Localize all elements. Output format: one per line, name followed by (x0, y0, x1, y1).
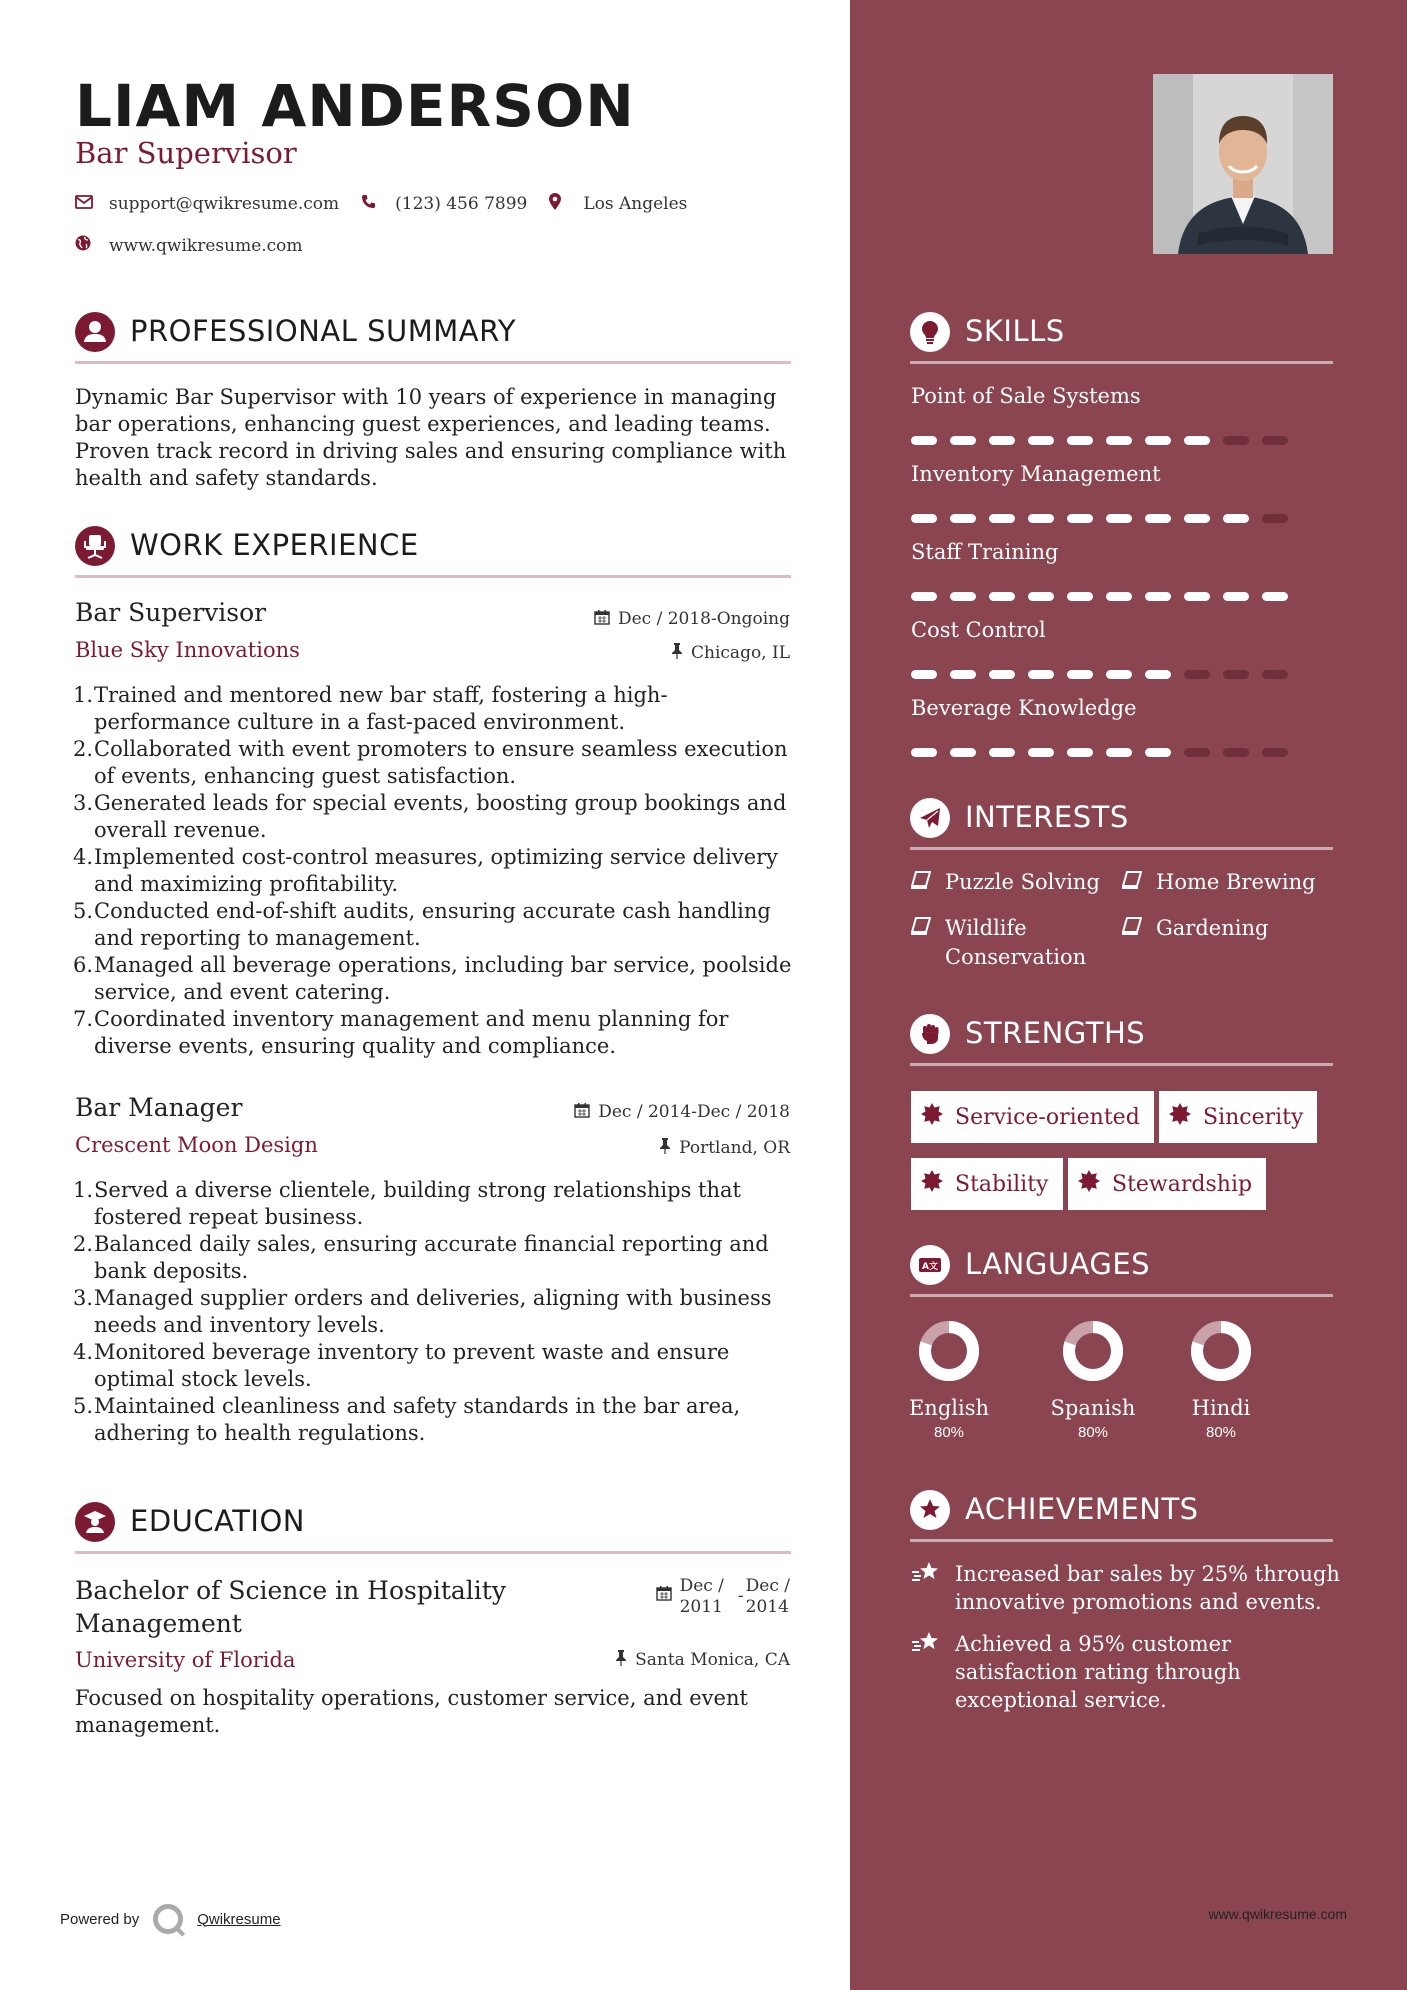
education-heading: EDUCATION (130, 1504, 306, 1538)
skill-dash (1145, 670, 1171, 679)
language-card-icon (910, 1245, 950, 1285)
shooting-star-icon (911, 1560, 941, 1616)
graduate-icon (75, 1502, 115, 1542)
skill-dash (1106, 748, 1132, 757)
achievements-heading: ACHIEVEMENTS (965, 1492, 1199, 1526)
shooting-star-icon (911, 1630, 941, 1714)
languages-section-header (910, 1241, 1333, 1297)
interest-item (911, 914, 1111, 972)
skill-name: Beverage Knowledge (911, 696, 1137, 720)
skill-name: Cost Control (911, 618, 1046, 642)
skill-dash (989, 748, 1015, 757)
strength-badge (911, 1158, 1063, 1210)
interest-label: Gardening (1156, 916, 1269, 940)
job-dates-text: Dec / 2018-Ongoing (617, 609, 790, 629)
job-company: Crescent Moon Design (75, 1133, 318, 1157)
job-dates (594, 609, 790, 629)
end-month: Dec / (745, 1576, 790, 1596)
skill-dash (1106, 670, 1132, 679)
languages-heading: LANGUAGES (965, 1247, 1151, 1281)
job-company: Blue Sky Innovations (75, 638, 300, 662)
pushpin-icon (615, 1650, 627, 1670)
skill-dash (1067, 436, 1093, 445)
location-text: Los Angeles (583, 194, 688, 214)
profile-photo (1153, 74, 1333, 254)
sidebar (850, 0, 1407, 1990)
skill-dash (989, 592, 1015, 601)
globe-icon (75, 235, 93, 256)
lightbulb-icon (910, 312, 950, 352)
skill-dash (1106, 592, 1132, 601)
pushpin-icon (659, 1138, 671, 1158)
list-item: Implemented cost-control measures, optimizing service delivery and maximizing profitability. (94, 845, 779, 896)
skill-dash (911, 436, 937, 445)
skill-dash (1184, 592, 1210, 601)
qwikresume-link[interactable]: Qwikresume (197, 1910, 281, 1928)
skill-dash (1223, 592, 1249, 601)
language-name: Hindi (1191, 1396, 1251, 1420)
skill-dash (1145, 592, 1171, 601)
strength-label: Stewardship (1112, 1171, 1253, 1197)
list-item: Trained and mentored new bar staff, fostering a high-performance culture in a fast-paced environment. (94, 683, 668, 734)
skill-dash (1028, 514, 1054, 523)
skill-dash (911, 670, 937, 679)
pushpin-icon (671, 643, 683, 663)
job-title: Bar Supervisor (75, 598, 267, 627)
interest-label: Home Brewing (1156, 870, 1316, 894)
skill-dash (1184, 436, 1210, 445)
list-item: Balanced daily sales, ensuring accurate financial reporting and bank deposits. (94, 1232, 769, 1283)
language-progress-ring (1190, 1320, 1252, 1382)
list-item: Managed supplier orders and deliveries, aligning with business needs and inventory levels. (94, 1286, 772, 1337)
skill-dash (1223, 670, 1249, 679)
strength-badge (1159, 1091, 1317, 1143)
education-dates: Dec / 2011 - Dec / 2014 (656, 1576, 790, 1618)
strength-label: Service-oriented (955, 1104, 1140, 1130)
achievements-section-header (910, 1486, 1333, 1542)
location-item (549, 193, 687, 215)
email-item[interactable] (75, 194, 339, 214)
skills-heading: SKILLS (965, 314, 1065, 348)
skill-dash (1262, 592, 1288, 601)
skill-dash (1223, 748, 1249, 757)
job-dates (574, 1102, 790, 1122)
starburst-icon (921, 1170, 943, 1198)
skill-dash (950, 670, 976, 679)
job-location-text: Chicago, IL (691, 643, 790, 663)
achievement-item (911, 1560, 1351, 1616)
skill-dash (1106, 514, 1132, 523)
starburst-icon (1169, 1103, 1191, 1131)
interest-item (911, 868, 1100, 897)
skill-dash (1067, 592, 1093, 601)
skill-dash (911, 748, 937, 757)
interest-label: Puzzle Solving (945, 870, 1100, 894)
powered-by (60, 1904, 281, 1934)
education-description: Focused on hospitality operations, customer service, and event management. (75, 1686, 748, 1737)
skill-dash (1028, 436, 1054, 445)
strength-label: Stability (955, 1171, 1049, 1197)
skill-dash (950, 514, 976, 523)
job-duties-list (75, 1177, 795, 1447)
strength-label: Sincerity (1203, 1104, 1304, 1130)
education-start (680, 1576, 724, 1618)
summary-section-header (75, 308, 791, 364)
job-dates-text: Dec / 2014-Dec / 2018 (598, 1102, 790, 1122)
star-badge-icon (910, 1490, 950, 1530)
language-item (1043, 1320, 1143, 1441)
job-location (659, 1138, 790, 1158)
experience-heading: WORK EXPERIENCE (130, 528, 419, 562)
list-item: Collaborated with event promoters to ensure seamless execution of events, enhancing guest satisfaction. (94, 737, 788, 788)
achievement-item (911, 1630, 1351, 1714)
education-location (615, 1650, 790, 1670)
user-icon (75, 312, 115, 352)
skill-dash (989, 436, 1015, 445)
phone-item[interactable] (361, 194, 527, 214)
education-end (746, 1576, 790, 1618)
language-percent: 80% (1205, 1424, 1237, 1441)
skill-dash (950, 592, 976, 601)
language-percent: 80% (933, 1424, 965, 1441)
footer-url[interactable]: www.qwikresume.com (1208, 1906, 1347, 1922)
skill-dash (1223, 514, 1249, 523)
job-location-text: Portland, OR (679, 1138, 790, 1158)
skill-dash (911, 592, 937, 601)
list-item: Conducted end-of-shift audits, ensuring accurate cash handling and reporting to management. (94, 899, 771, 950)
education-location-text: Santa Monica, CA (635, 1650, 790, 1670)
skills-section-header (910, 308, 1333, 364)
skill-name: Staff Training (911, 540, 1059, 564)
skill-dash (1145, 436, 1171, 445)
website-text: www.qwikresume.com (109, 235, 303, 256)
list-item: Served a diverse clientele, building strong relationships that fostered repeat business. (94, 1178, 741, 1229)
skill-rating (911, 670, 1288, 679)
candidate-title: Bar Supervisor (75, 136, 297, 170)
skill-dash (950, 436, 976, 445)
skill-rating (911, 748, 1288, 757)
skill-dash (1028, 670, 1054, 679)
interests-heading: INTERESTS (965, 800, 1129, 834)
contact-row (75, 193, 709, 215)
skill-name: Point of Sale Systems (911, 384, 1141, 408)
skill-rating (911, 436, 1288, 445)
education-section-header (75, 1498, 791, 1554)
starburst-icon (921, 1103, 943, 1131)
candidate-name: LIAM ANDERSON (75, 72, 635, 140)
job-title: Bar Manager (75, 1093, 243, 1122)
degree-title: Bachelor of Science in Hospitality Management (75, 1576, 506, 1638)
calendar-icon (656, 1585, 672, 1605)
skill-dash (989, 670, 1015, 679)
skill-name: Inventory Management (911, 462, 1161, 486)
interest-label: Wildlife Conservation (945, 916, 1087, 969)
skill-dash (989, 514, 1015, 523)
summary-text: Dynamic Bar Supervisor with 10 years of experience in managing bar operations, enhancing guest experiences, and leading teams. Proven track record in driving sales and ensuring compliance with health and safety standards. (75, 385, 787, 490)
skill-dash (1262, 436, 1288, 445)
start-year: 2011 (679, 1597, 723, 1617)
experience-section-header (75, 522, 791, 578)
list-item: Coordinated inventory management and menu planning for diverse events, ensuring quality and compliance. (94, 1007, 729, 1058)
skill-dash (1145, 514, 1171, 523)
skill-dash (1145, 748, 1171, 757)
skill-dash (1067, 514, 1093, 523)
website-item[interactable] (75, 235, 303, 256)
end-year: 2014 (745, 1597, 789, 1617)
job-duties-list (75, 682, 795, 1060)
language-progress-ring (918, 1320, 980, 1382)
skill-dash (1106, 436, 1132, 445)
strengths-heading: STRENGTHS (965, 1016, 1146, 1050)
language-progress-ring (1062, 1320, 1124, 1382)
skill-dash (1184, 670, 1210, 679)
language-percent: 80% (1077, 1424, 1109, 1441)
skill-dash (1262, 748, 1288, 757)
skill-dash (1184, 748, 1210, 757)
achievement-text: Achieved a 95% customer satisfaction rating through exceptional service. (955, 1632, 1241, 1712)
strength-badge (1068, 1158, 1266, 1210)
interest-item (1122, 868, 1316, 897)
calendar-icon (574, 1102, 590, 1122)
book-icon (911, 868, 931, 897)
list-item: Generated leads for special events, boosting group bookings and overall revenue. (94, 791, 787, 842)
strength-badge (911, 1091, 1154, 1143)
skill-dash (1262, 670, 1288, 679)
interests-section-header (910, 794, 1333, 850)
office-chair-icon (75, 526, 115, 566)
job-location (671, 643, 790, 663)
achievement-text: Increased bar sales by 25% through innovative promotions and events. (955, 1562, 1340, 1614)
email-text: support@qwikresume.com (109, 194, 340, 214)
start-month: Dec / (679, 1576, 724, 1596)
skill-dash (1067, 670, 1093, 679)
skill-dash (1223, 436, 1249, 445)
list-item: Monitored beverage inventory to prevent waste and ensure optimal stock levels. (94, 1340, 730, 1391)
calendar-icon (594, 609, 610, 629)
language-name: Spanish (1050, 1396, 1136, 1420)
school-name: University of Florida (75, 1648, 296, 1672)
strengths-section-header (910, 1010, 1333, 1066)
interest-item (1122, 914, 1268, 943)
skill-dash (1184, 514, 1210, 523)
paper-plane-icon (910, 798, 950, 838)
language-item (899, 1320, 999, 1441)
skill-rating (911, 592, 1288, 601)
language-name: English (908, 1396, 990, 1420)
language-item (1171, 1320, 1271, 1441)
map-pin-icon (549, 193, 567, 215)
svg-text:A文: A文 (922, 1262, 938, 1272)
website-row (75, 235, 325, 256)
summary-heading: PROFESSIONAL SUMMARY (130, 314, 517, 348)
list-item: Maintained cleanliness and safety standards in the bar area, adhering to health regulations. (94, 1394, 741, 1445)
powered-by-label: Powered by (60, 1910, 140, 1928)
fist-icon (910, 1014, 950, 1054)
book-icon (1122, 914, 1142, 943)
book-icon (1122, 868, 1142, 897)
skill-dash (1067, 748, 1093, 757)
skill-dash (950, 748, 976, 757)
skill-dash (911, 514, 937, 523)
phone-icon (361, 194, 379, 214)
book-icon (911, 914, 931, 972)
skill-rating (911, 514, 1288, 523)
skill-dash (1028, 748, 1054, 757)
qwikresume-logo-icon (153, 1904, 183, 1934)
starburst-icon (1078, 1170, 1100, 1198)
list-item: Managed all beverage operations, including bar service, poolside service, and event catering. (94, 953, 792, 1004)
skill-dash (1262, 514, 1288, 523)
skill-dash (1028, 592, 1054, 601)
phone-text: (123) 456 7899 (395, 194, 528, 214)
envelope-icon (75, 194, 93, 214)
